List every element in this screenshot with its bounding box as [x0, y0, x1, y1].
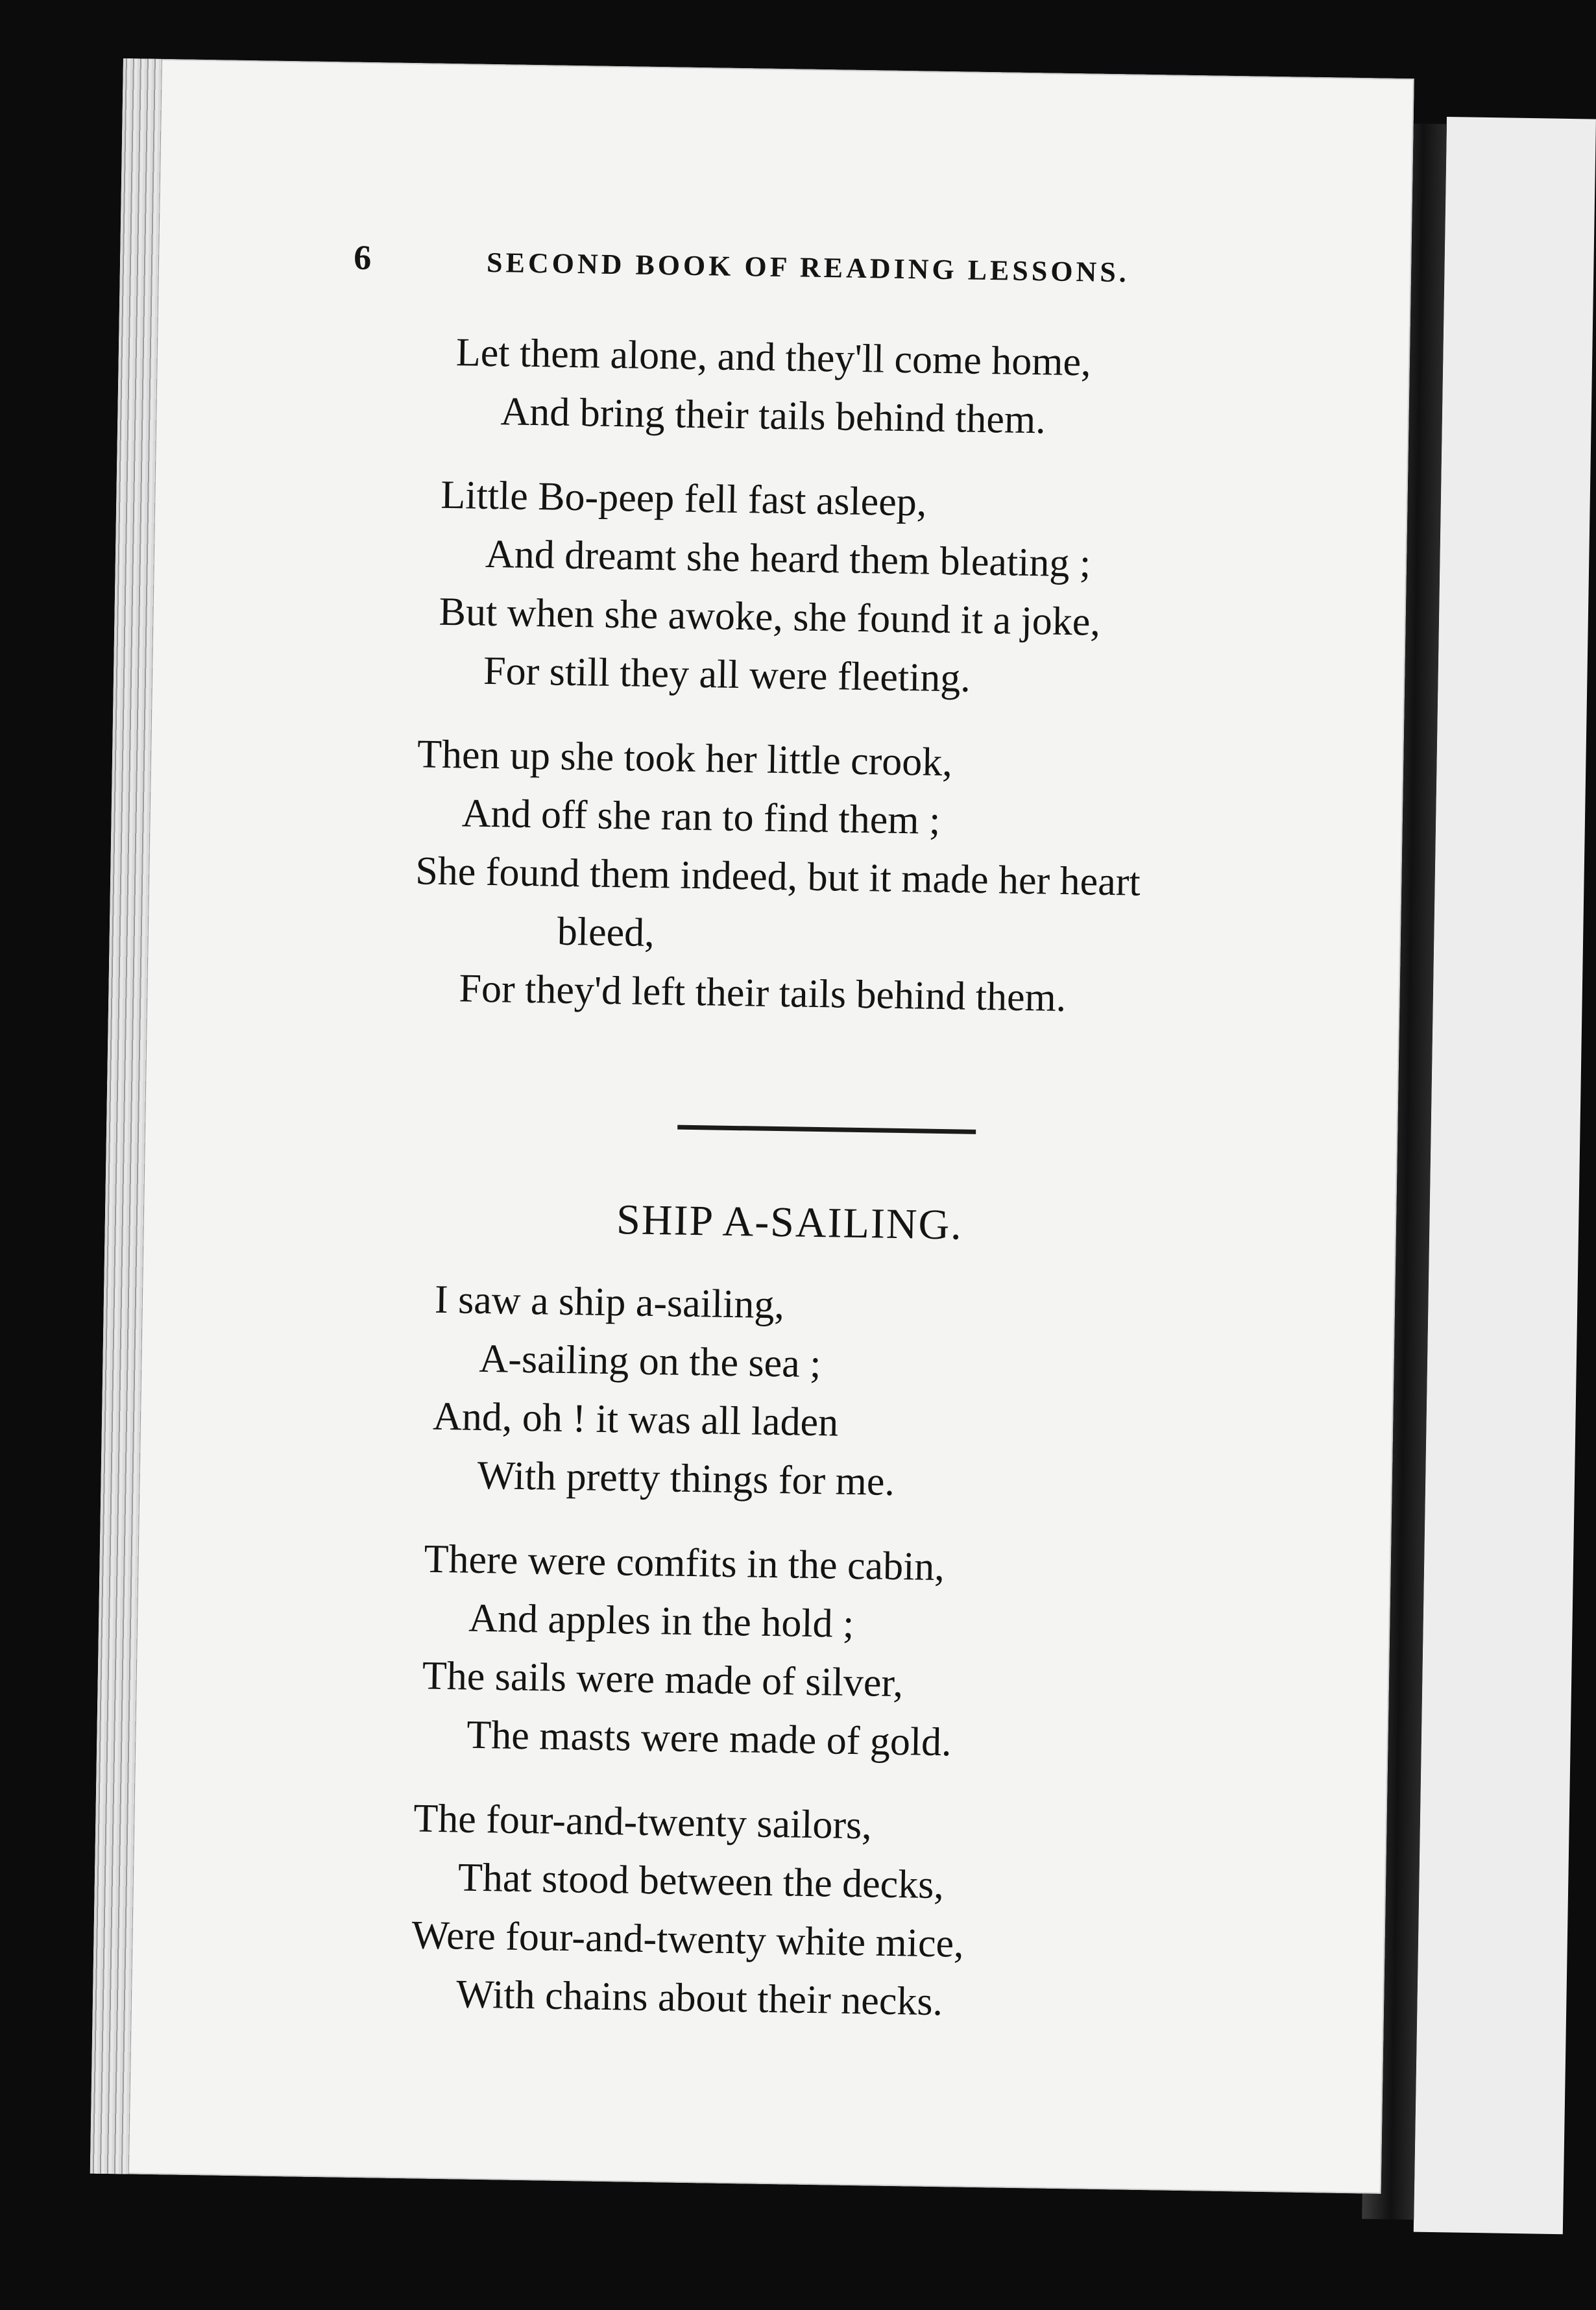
- poem-line: Then up she took her little crook,: [417, 732, 953, 785]
- poem-line: And dreamt she heard them bleating ;: [485, 531, 1091, 586]
- poem-line: And, oh ! it was all laden: [432, 1394, 839, 1445]
- stanza: [114, 461, 1408, 714]
- section-divider: [677, 1125, 976, 1134]
- poem-line: Let them alone, and they'll come home,: [455, 330, 1092, 385]
- poem-line: There were comfits in the cabin,: [424, 1537, 945, 1590]
- poem-line: Were four-and-twenty white mice,: [411, 1913, 965, 1966]
- running-title: SECOND BOOK OF READING LESSONS.: [486, 246, 1130, 289]
- poem-bo-peep: [108, 318, 1410, 1058]
- poem-line: With chains about their necks.: [455, 1972, 943, 2024]
- poem-line: A-sailing on the sea ;: [479, 1336, 821, 1387]
- poem-line: She found them indeed, but it made her heart: [415, 849, 1141, 905]
- page-header: [354, 237, 1360, 292]
- poem-line: And bring their tails behind them.: [500, 389, 1046, 443]
- poem-line: The sails were made of silver,: [422, 1653, 904, 1706]
- poem-line: And apples in the hold ;: [468, 1596, 854, 1646]
- poem-line: And off she ran to find them ;: [461, 791, 941, 843]
- stanza: [93, 1784, 1387, 2038]
- poem-line: Little Bo-peep fell fast asleep,: [440, 472, 927, 525]
- stanza: [97, 1525, 1391, 1779]
- stanza: [101, 1265, 1395, 1519]
- poem-ship-a-sailing: [92, 1265, 1396, 2064]
- stanza: [108, 720, 1404, 1032]
- poem-line: The four-and-twenty sailors,: [413, 1796, 873, 1848]
- poem-line: That stood between the decks,: [457, 1855, 945, 1908]
- poem-line: But when she awoke, she found it a joke,: [439, 589, 1101, 644]
- poem-title: SHIP A-SAILING.: [616, 1196, 963, 1249]
- book-page: [90, 58, 1414, 2194]
- poem-line: bleed,: [557, 909, 655, 956]
- poem-line: With pretty things for me.: [477, 1453, 895, 1504]
- poem-line: I saw a ship a-sailing,: [434, 1277, 785, 1328]
- stanza: [117, 318, 1410, 455]
- poem-line: For they'd left their tails behind them.: [459, 966, 1067, 1021]
- page-number: 6: [353, 237, 372, 278]
- poem-line: The masts were made of gold.: [466, 1712, 952, 1765]
- poem-line: For still they all were fleeting.: [483, 648, 971, 701]
